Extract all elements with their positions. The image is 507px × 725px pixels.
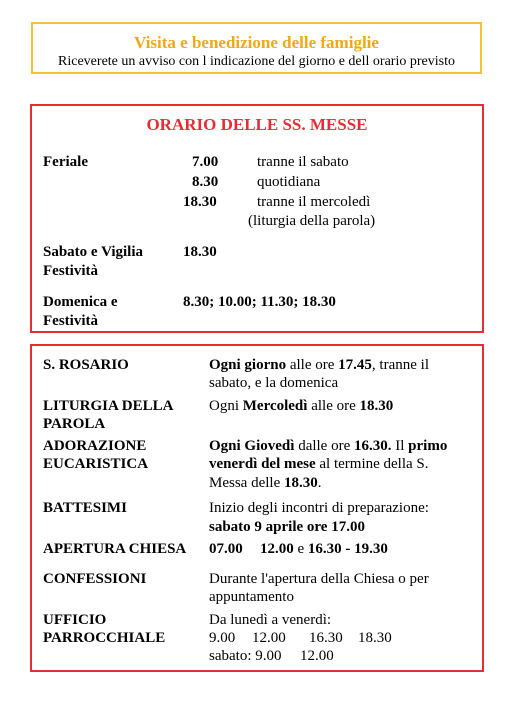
feriale-note-1: tranne il sabato: [257, 154, 349, 170]
adorazione-line-2: venerdì del mese al termine della S.: [209, 456, 429, 472]
liturgia-label-2: PAROLA: [43, 416, 106, 432]
mass-schedule-box: [30, 104, 484, 333]
domenica-label-2: Festività: [43, 313, 98, 329]
activities-box: [30, 344, 484, 672]
feriale-note-extra: (liturgia della parola): [248, 213, 376, 229]
rosario-label: S. ROSARIO: [43, 357, 129, 373]
adorazione-label-1: ADORAZIONE: [43, 438, 147, 454]
liturgia-label-1: LITURGIA DELLA: [43, 398, 174, 414]
apertura-label: APERTURA CHIESA: [43, 541, 187, 557]
confessioni-line-1: Durante l'apertura della Chiesa o per: [209, 571, 429, 587]
battesimi-label: BATTESIMI: [43, 500, 127, 516]
domenica-times: 8.30; 10.00; 11.30; 18.30: [183, 294, 336, 310]
ufficio-label-1: UFFICIO: [43, 612, 107, 628]
ufficio-time-3: 16.30: [309, 630, 343, 646]
feriale-time-2: 8.30: [192, 174, 219, 190]
feriale-note-2: quotidiana: [257, 174, 321, 190]
apertura-time-1: 07.00: [209, 541, 243, 557]
feriale-time-1: 7.00: [192, 154, 219, 170]
feriale-note-3: tranne il mercoledì: [257, 194, 371, 210]
feriale-time-3: 18.30: [183, 194, 217, 210]
ufficio-line-1: Da lunedì a venerdì:: [209, 612, 332, 628]
ufficio-time-2: 12.00: [252, 630, 286, 646]
ufficio-saturday-time: 12.00: [300, 648, 334, 664]
confessioni-label: CONFESSIONI: [43, 571, 147, 587]
domenica-label-1: Domenica e: [43, 294, 118, 310]
liturgia-schedule: Ogni Mercoledì alle ore 18.30: [209, 398, 394, 414]
sabato-time: 18.30: [183, 244, 217, 260]
ufficio-label-2: PARROCCHIALE: [43, 630, 166, 646]
sabato-label-2: Festività: [43, 263, 98, 279]
ufficio-time-1: 9.00: [209, 630, 236, 646]
rosario-line-2: sabato, e la domenica: [209, 375, 339, 391]
ufficio-time-4: 18.30: [358, 630, 392, 646]
mass-schedule-heading: ORARIO DELLE SS. MESSE: [146, 115, 368, 134]
family-visit-box: [31, 22, 482, 74]
feriale-label: Feriale: [43, 154, 88, 170]
adorazione-line-1: Ogni Giovedì dalle ore 16.30. Il primo: [209, 438, 448, 454]
family-visit-subtitle: Riceverete un avviso con l indicazione del giorno e dell orario previsto: [58, 54, 455, 69]
apertura-times: 12.00 e 16.30 - 19.30: [260, 541, 388, 557]
adorazione-line-3: Messa delle 18.30.: [209, 475, 322, 491]
battesimi-line-2: sabato 9 aprile ore 17.00: [209, 519, 365, 535]
adorazione-label-2: EUCARISTICA: [43, 456, 149, 472]
battesimi-line-1: Inizio degli incontri di preparazione:: [209, 500, 429, 516]
sabato-label-1: Sabato e Vigilia: [43, 244, 144, 260]
confessioni-line-2: appuntamento: [209, 589, 294, 605]
family-visit-title: Visita e benedizione delle famiglie: [134, 33, 379, 52]
ufficio-saturday: sabato: 9.00: [209, 648, 282, 664]
rosario-line-1: Ogni giorno alle ore 17.45, tranne il: [209, 357, 429, 373]
